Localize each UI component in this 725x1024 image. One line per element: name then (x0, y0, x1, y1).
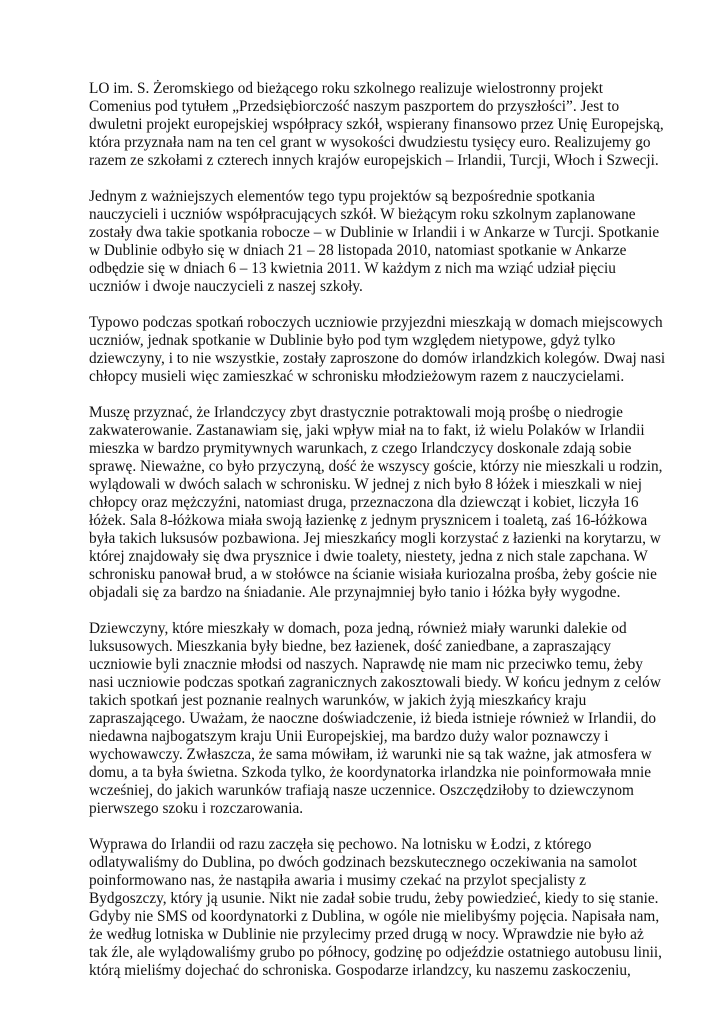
paragraph-2 (89, 188, 660, 296)
text-line: chłopcy musieli więc zamieszkać w schronisku młodzieżowym razem z nauczycielami. (89, 368, 625, 385)
text-line: chłopcy oraz mężczyźni, natomiast druga, przeznaczona dla dziewcząt i kobiet, liczyła 16 (89, 494, 639, 511)
text-line: Muszę przyznać, że Irlandczycy zbyt drastycznie potraktowali moją prośbę o niedrogie (89, 404, 623, 421)
text-line: w Dublinie odbyło się w dniach 21 – 28 listopada 2010, natomiast spotkanie w Ankarze (89, 242, 627, 259)
text-line: sprawę. Nieważne, co było przyczyną, dość że wszyscy goście, którzy nie mieszkali u rodzin, (89, 458, 663, 475)
text-line: Dziewczyny, które mieszkały w domach, poza jedną, również miały warunki dalekie od (89, 620, 627, 637)
text-line: odbędzie się w dniach 6 – 13 kwietnia 2011. W każdym z nich ma wziąć udział pięciu (89, 260, 616, 277)
text-line: schronisku panował brud, a w stołówce na ścianie wisiała kuriozalna prośba, żeby goście nie (89, 566, 657, 583)
text-line: pierwszego szoku i rozczarowania. (89, 800, 304, 817)
text-line: której znajdowały się dwa prysznice i dwie toalety, niestety, jedna z nich stale zapchana. W (89, 548, 648, 565)
text-line: domu, a ta była świetna. Szkoda tylko, że koordynatorka irlandzka nie poinformowała mnie (89, 764, 651, 781)
paragraph-4 (89, 404, 663, 602)
text-line: poinformowano nas, że nastąpiła awaria i musimy czekać na przylot specjalisty z (89, 872, 586, 889)
text-line: uczniów i dwoje nauczycieli z naszej szkoły. (89, 278, 363, 295)
text-line: uczniów, jednak spotkanie w Dublinie było pod tym względem nietypowe, gdyż tylko (89, 332, 616, 349)
text-line: razem ze szkołami z czterech innych krajów europejskich – Irlandii, Turcji, Włoch i Szwecji. (89, 152, 659, 169)
text-line: zakwaterowanie. Zastanawiam się, jaki wpływ miał na to fakt, iż wielu Polaków w Irlandii (89, 422, 645, 439)
text-line: wylądowali w dwóch salach w schronisku. W jednej z nich było 8 łóżek i mieszkali w niej (89, 476, 642, 493)
paragraph-1 (89, 80, 664, 170)
text-line: nauczycieli i uczniów współpracujących szkół. W bieżącym roku szkolnym zaplanowane (89, 206, 636, 223)
paragraph-5 (89, 620, 661, 818)
text-line: wcześniej, do jakich warunków trafiają nasze uczennice. Oszczędziłoby to dziewczynom (89, 782, 634, 799)
text-line: nasi uczniowie podczas spotkań zagranicznych zakosztowali biedy. W końcu jednym z celów (89, 674, 661, 691)
paragraph-3 (89, 314, 666, 386)
text-line: zostały dwa takie spotkania robocze – w Dublinie w Irlandii i w Ankarze w Turcji. Spotkanie (89, 224, 660, 241)
text-line: łóżek. Sala 8-łóżkowa miała swoją łazienkę z jednym prysznicem i toaletą, zaś 16-łóżkowa (89, 512, 648, 529)
text-line: że według lotniska w Dublinie nie przylecimy przed drugą w nocy. Wprawdzie nie było aż (89, 926, 644, 943)
text-line: Typowo podczas spotkań roboczych uczniowie przyjezdni mieszkają w domach miejscowych (89, 314, 663, 331)
text-line: którą mieliśmy dojechać do schroniska. Gospodarze irlandzcy, ku naszemu zaskoczeniu, (89, 962, 631, 979)
document-body (89, 80, 666, 998)
text-line: Jednym z ważniejszych elementów tego typu projektów są bezpośrednie spotkania (89, 188, 595, 205)
text-line: Bydgoszczy, który ją usunie. Nikt nie zadał sobie trudu, żeby powiedzieć, kiedy to się stanie. (89, 890, 659, 907)
text-line: odlatywaliśmy do Dublina, po dwóch godzinach bezskutecznego oczekiwania na samolot (89, 854, 637, 871)
text-line: dziewczyny, i to nie wszystkie, zostały zaproszone do domów irlandzkich kolegów. Dwaj nasi (89, 350, 666, 367)
text-line: wychowawczy. Zwłaszcza, że sama mówiłam, iż warunki nie są tak ważne, jak atmosfera w (89, 746, 652, 763)
text-line: niedawna najbogatszym kraju Unii Europejskiej, ma bardzo duży walor poznawczy i (89, 728, 609, 745)
text-line: luksusowych. Mieszkania były biedne, bez łazienek, dość zaniedbane, a zapraszający (89, 638, 611, 655)
text-line: mieszka w bardzo prymitywnych warunkach, z czego Irlandczycy doskonale zdają sobie (89, 440, 632, 457)
text-line: zapraszającego. Uważam, że naoczne doświadczenie, iż bieda istnieje również w Irlandii, do (89, 710, 656, 727)
text-line: tak źle, ale wylądowaliśmy grubo po północy, godzinę po odjeździe ostatniego autobusu linii, (89, 944, 662, 961)
text-line: była takich luksusów pozbawiona. Jej mieszkańcy mogli korzystać z łazienki na korytarzu, w (89, 530, 661, 547)
text-line: takich spotkań jest poznanie realnych warunków, w jakich żyją mieszkańcy kraju (89, 692, 587, 709)
paragraph-6 (89, 836, 662, 980)
text-line: Gdyby nie SMS od koordynatorki z Dublina, w ogóle nie mielibyśmy pojęcia. Napisała nam, (89, 908, 660, 925)
text-line: LO im. S. Żeromskiego od bieżącego roku szkolnego realizuje wielostronny projekt (89, 80, 604, 97)
text-line: uczniowie byli znacznie młodsi od naszych. Naprawdę nie mam nic przeciwko temu, żeby (89, 656, 643, 673)
text-line: Wyprawa do Irlandii od razu zaczęła się pechowo. Na lotnisku w Łodzi, z którego (89, 836, 592, 853)
text-line: dwuletni projekt europejskiej współpracy szkół, wspierany finansowo przez Unię Europejską, (89, 116, 664, 133)
text-line: objadali się za bardzo na śniadanie. Ale przynajmniej było tanio i łóżka były wygodne. (89, 584, 621, 601)
text-line: która przyznała nam na ten cel grant w wysokości dwudziestu tysięcy euro. Realizujemy go (89, 134, 651, 151)
text-line: Comenius pod tytułem „Przedsiębiorczość naszym paszportem do przyszłości”. Jest to (89, 98, 620, 115)
